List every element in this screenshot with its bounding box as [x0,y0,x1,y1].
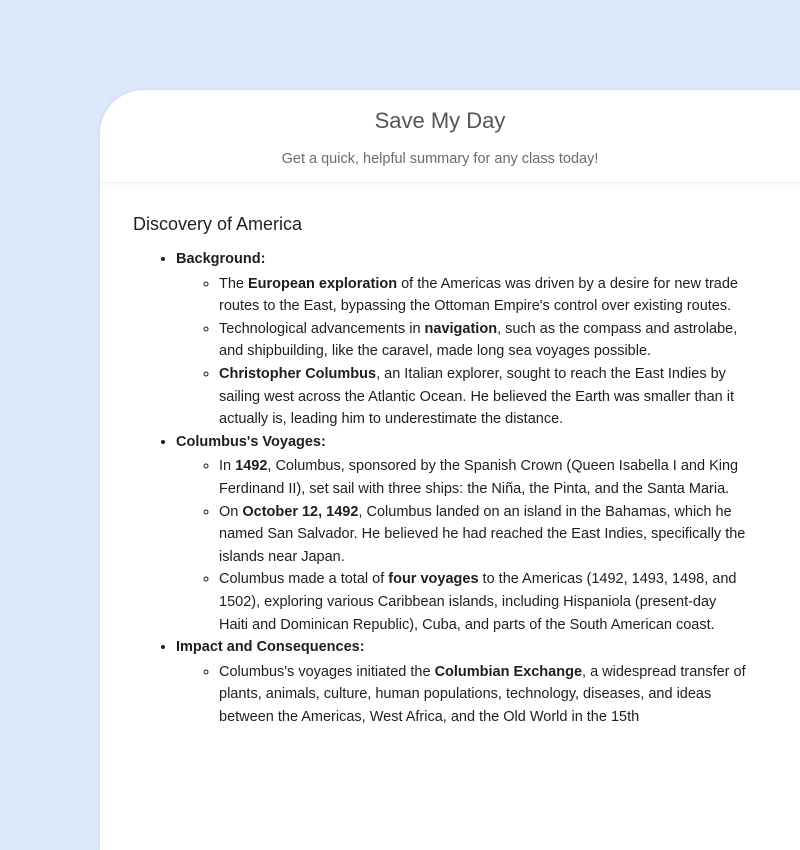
summary-card [100,90,800,850]
highlight-term: four voyages [388,571,479,588]
summary-point [219,318,747,363]
point-text: , an Italian explorer, sought to reach the East Indies by sailing west across the Atlantic Ocean. He believed the Earth was smaller than it actually is, leading him to underestimate the distance. [219,365,735,428]
highlight-term: 1492 [235,458,268,475]
point-text: of the Americas was driven by a desire for new trade routes to the East, bypassing the Ottoman Empire's control over existing routes. [219,275,738,315]
section-points [176,661,747,729]
section-item [176,431,753,636]
summary-point [219,568,747,636]
app-title: Save My Day [374,108,506,133]
highlight-term: October 12, 1492 [242,503,359,520]
point-text: On [219,503,243,520]
point-text: , Columbus landed on an island in the Bahamas, which he named San Salvador. He believed he had reached the East Indies, specifically the islands near Japan. [219,503,746,565]
point-text: Columbus made a total of [219,571,389,588]
section-heading: Background: [176,251,266,267]
point-text: Technological advancements in [219,320,425,337]
section-heading: Impact and Consequences: [176,639,365,656]
card-header [100,90,800,183]
point-text: , Columbus, sponsored by the Spanish Crown (Queen Isabella I and King Ferdinand II), set sail with three ships: the Niña, the Pinta, and the Santa Maria. [219,458,739,497]
summary-content [133,214,753,728]
app-subtitle: Get a quick, helpful summary for any class today! [281,151,599,167]
summary-point [219,273,747,318]
point-text: , such as the compass and astrolabe, and shipbuilding, like the caravel, made long sea voyages possible. [219,320,738,360]
summary-point [219,363,747,431]
highlight-term: European exploration [248,275,398,292]
summary-title: Discovery of America [133,214,303,234]
section-points [176,455,747,636]
section-item [176,248,753,431]
point-text: In [219,458,236,475]
summary-point [219,501,747,569]
section-heading: Columbus's Voyages: [176,433,326,450]
summary-point [219,661,747,729]
section-list [133,248,753,728]
highlight-term: Columbian Exchange [434,663,583,680]
point-text: Columbus's voyages initiated the [219,663,435,680]
section-points [176,273,747,431]
point-text: The [219,275,249,292]
highlight-term: Christopher Columbus [219,365,377,382]
section-item [176,636,753,728]
summary-point [219,455,747,500]
highlight-term: navigation [424,320,498,337]
point-text: , a widespread transfer of plants, animals, culture, human populations, technology, diseases, and ideas between the Americas, West Africa, and the Old World in the 15th [219,663,746,725]
point-text: to the Americas (1492, 1493, 1498, and 1502), exploring various Caribbean islands, including Hispaniola (present-day Haiti and Dominican Republic), Cuba, and parts of the South American coast. [219,571,737,633]
